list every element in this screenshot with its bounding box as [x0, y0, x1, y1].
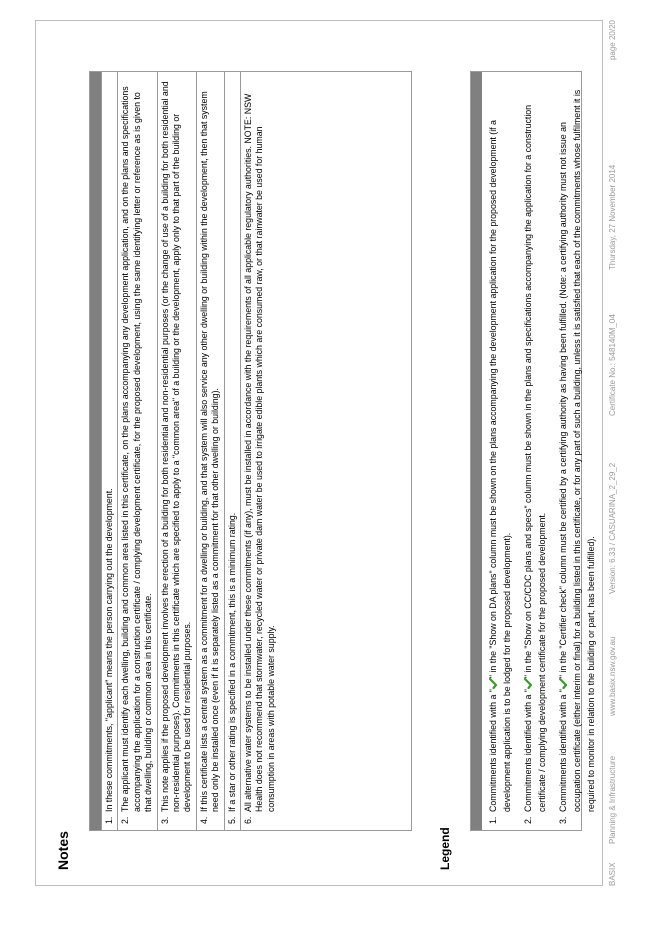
legend-heading: Legend [438, 827, 452, 870]
legend-item [482, 72, 517, 830]
legend-number: 1. [488, 816, 498, 824]
note-text: The applicant must identify each dwelling, building and common area listed in this certificate, on the plans accompanying any development application, and on the plans and specifications accompanying the application for a construction certificate / complying development certificate, for the proposed development, using the same identifying letter or reference as is given to that dwelling, building or common area in this certificate. [120, 86, 154, 812]
footer-basix: BASIX [608, 862, 617, 886]
legend-header-bar [471, 72, 482, 830]
notes-heading: Notes [55, 831, 71, 870]
note-number: 1. [104, 816, 114, 824]
note-number: 3. [159, 816, 170, 824]
note-text: All alternative water systems to be installed under these commitments (if any), must be installed in accordance with the requirements of all applicable regulatory authorities. NOTE: NSW Health does not recommend that stormwater, recycled water or private dam water be used to irrigate edible plants which are consumed raw, or that rainwater be used for human consumption in areas with potable water supply. [243, 93, 276, 812]
footer-certificate: Certificate No.: 548140M_04 [608, 314, 617, 416]
legend-number: 3. [558, 816, 568, 824]
page-footer [608, 20, 622, 886]
notes-header-bar [90, 72, 101, 830]
green-checkmark-icon [559, 678, 567, 689]
note-number: 6. [243, 816, 254, 824]
note-item [196, 72, 224, 830]
legend-text-after: " in the "Certifier check" column must be certified by a certifying authority as having been fulfilled. (Note: a certifying authority must not issue an occupation certificate (either interim or final) for a building listed in this certificate, or for any part of such a building, unless it is satisfied that each of the commitments whose fulfilment it is required to monitor in relation to the building or part, has been fulfilled). [558, 89, 596, 812]
legend-text-before: Commitments identified with a " [488, 689, 498, 812]
legend-number: 2. [523, 816, 533, 824]
note-text: If a star or other rating is specified in a commitment, this is a minimum rating. [226, 512, 237, 812]
footer-page-number: page 20/20 [608, 20, 617, 61]
note-item [117, 72, 156, 830]
legend-item [552, 72, 601, 830]
footer-url-link[interactable]: www.basix.nsw.gov.au [608, 636, 617, 716]
note-text: If this certificate lists a central system as a commitment for a dwelling or building, and that system will also service any other dwelling or building within the development, then that system need only be installed once (even if it is separately listed as a commitment for that other dwelling or building). [198, 91, 221, 812]
legend-text-after: " in the "Show on CC/CDC plans and specs" column must be shown in the plans and specifications accompanying the application for a construction certificate / complying development certificate for the proposed development. [523, 104, 547, 812]
footer-version: Version: 6.33 / CASUARINA_2_29_2 [608, 462, 617, 594]
note-item [224, 72, 240, 830]
footer-department: Planning & Infrastructure [608, 755, 617, 844]
legend-text [521, 78, 549, 812]
note-number: 4. [198, 816, 209, 824]
note-text: This note applies if the proposed development involves the erection of a building for both residential and non-residential purposes (or the change of use of a building for both residential and non-residential purposes). Commitments in this certificate which are specified to apply to a "common area" of a building or the development, apply only to that part of the building or development to be used for residential purposes. [159, 81, 193, 812]
legend-item [517, 72, 552, 830]
legend-table [470, 71, 596, 831]
legend-text-before: Commitments identified with a " [558, 689, 568, 812]
green-checkmark-icon [489, 678, 497, 689]
notes-table [89, 71, 412, 831]
legend-text [556, 78, 598, 812]
note-item [101, 72, 117, 830]
legend-text-before: Commitments identified with a " [523, 689, 533, 812]
legend-text-after: " in the "Show on DA plans" column must be shown on the plans accompanying the development application for the proposed development (if a development application is to be lodged for the proposed development). [488, 120, 512, 812]
note-number: 2. [120, 816, 131, 824]
note-item [240, 72, 279, 830]
note-text: In these commitments, "applicant" means the person carrying out the development. [104, 488, 114, 812]
legend-text [486, 78, 514, 812]
note-item [157, 72, 196, 830]
note-number: 5. [226, 816, 237, 824]
green-checkmark-icon [524, 678, 532, 689]
footer-date: Thursday, 27 November 2014 [608, 164, 617, 270]
